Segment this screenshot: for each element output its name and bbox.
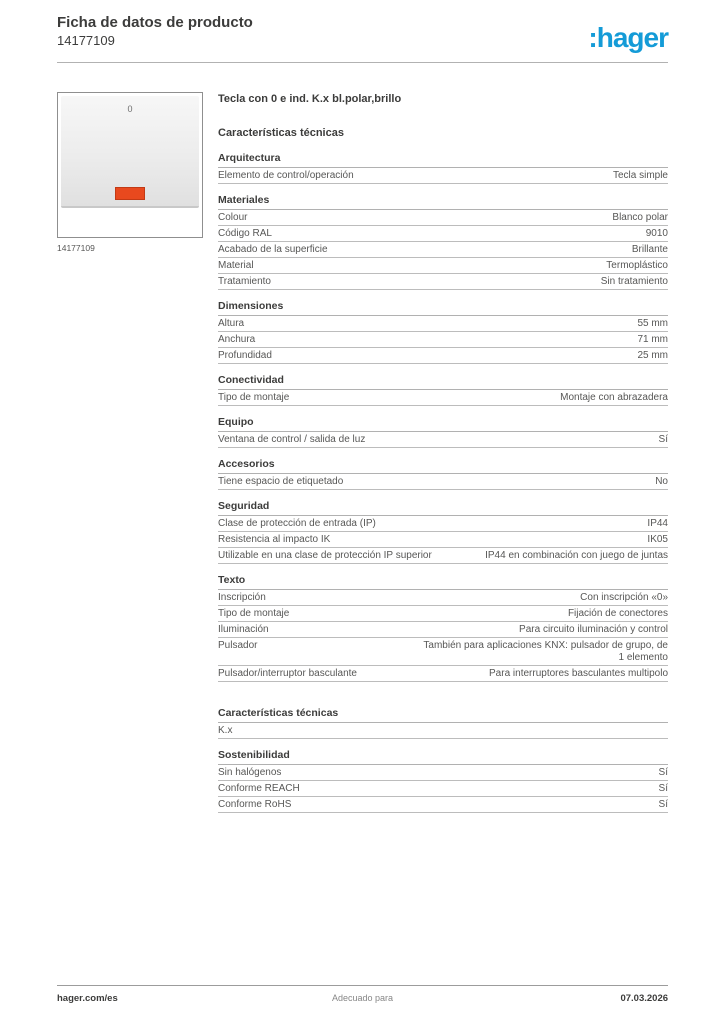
indicator-window [115,187,145,200]
spec-row [218,226,668,242]
spec-group [218,194,668,290]
spec-groups [218,152,668,813]
spec-group [218,707,668,739]
spec-label: Tipo de montaje [218,608,290,619]
spec-label: Anchura [218,334,256,345]
spec-value: 71 mm [637,334,668,345]
spec-label: Conforme REACH [218,783,300,794]
header [57,14,668,53]
spec-value: 9010 [645,228,668,239]
group-heading: Sostenibilidad [218,749,668,765]
spec-label: Profundidad [218,350,272,361]
group-heading: Equipo [218,416,668,432]
spec-row [218,432,668,448]
spec-label: Colour [218,212,248,223]
group-heading: Dimensiones [218,300,668,316]
spec-label: Pulsador/interruptor basculante [218,668,357,679]
spec-row [218,258,668,274]
group-heading: Materiales [218,194,668,210]
spec-row [218,638,668,666]
spec-value: Para interruptores basculantes multipolo [489,668,668,679]
spec-group [218,374,668,406]
footer-divider [57,985,668,986]
hager-logo: :hager [588,22,668,53]
spec-label: Altura [218,318,245,329]
spec-value: 55 mm [637,318,668,329]
spec-row [218,622,668,638]
spec-value: 25 mm [637,350,668,361]
spec-label: Tipo de montaje [218,392,290,403]
spec-column [218,92,668,813]
spec-label: Clase de protección de entrada (IP) [218,518,376,529]
spec-value: Sí [658,799,668,810]
switch-key-illustration [61,96,199,208]
footer-website: hager.com/es [57,993,118,1004]
group-heading: Arquitectura [218,152,668,168]
product-image [57,92,203,238]
spec-value: También para aplicaciones KNX: pulsador de grupo, de 1 elemento [423,640,668,663]
spec-value: Para circuito iluminación y control [519,624,668,635]
spec-row [218,390,668,406]
image-caption-ref: 14177109 [57,243,95,253]
spec-value: Fijación de conectores [567,608,668,619]
spec-row [218,590,668,606]
spec-label: Sin halógenos [218,767,282,778]
spec-group [218,500,668,564]
spec-label: Ventana de control / salida de luz [218,434,366,445]
spec-label: Elemento de control/operación [218,170,354,181]
spec-row [218,168,668,184]
spec-row [218,606,668,622]
spec-label: Resistencia al impacto IK [218,534,331,545]
spec-group [218,416,668,448]
spec-value: Blanco polar [612,212,668,223]
spec-row [218,797,668,813]
spec-value: Sí [658,767,668,778]
group-heading: Accesorios [218,458,668,474]
spec-value: Sí [658,783,668,794]
spec-row [218,516,668,532]
group-heading: Conectividad [218,374,668,390]
spec-value: No [655,476,668,487]
spec-row [218,666,668,682]
spec-value: IP44 [647,518,668,529]
group-heading: Seguridad [218,500,668,516]
spec-group [218,574,668,682]
spec-group [218,152,668,184]
header-divider [57,62,668,63]
product-figure [57,92,203,813]
spec-group [218,749,668,813]
spec-row [218,723,668,739]
group-heading: Características técnicas [218,707,668,723]
key-inscription: 0 [127,104,133,114]
spec-label: Material [218,260,254,271]
spec-value: Sin tratamiento [600,276,668,287]
spec-label: Tratamiento [218,276,271,287]
spec-label: Acabado de la superficie [218,244,328,255]
spec-value: Montaje con abrazadera [560,392,668,403]
spec-row [218,781,668,797]
spec-row [218,210,668,226]
spec-value: Sí [658,434,668,445]
product-number: 14177109 [57,33,115,48]
spec-row [218,532,668,548]
spec-row [218,348,668,364]
spec-label: Tiene espacio de etiquetado [218,476,344,487]
group-heading: Texto [218,574,668,590]
spec-label: Pulsador [218,640,258,651]
main-content [57,92,668,813]
spec-value: Termoplástico [606,260,668,271]
footer [57,993,668,1004]
spec-value: IP44 en combinación con juego de juntas [485,550,668,561]
spec-row [218,274,668,290]
spec-label: Código RAL [218,228,272,239]
page-title: Ficha de datos de producto [57,14,253,31]
footer-suitable-for: Adecuado para [331,993,394,1003]
spec-label: Utilizable en una clase de protección IP superior [218,550,432,561]
spec-row [218,332,668,348]
spec-label: Conforme RoHS [218,799,292,810]
spec-value: IK05 [647,534,668,545]
spec-label: Inscripción [218,592,266,603]
spec-label: Iluminación [218,624,269,635]
spec-row [218,316,668,332]
spec-row [218,242,668,258]
spec-row [218,548,668,564]
footer-date: 07.03.2026 [620,993,669,1004]
spec-group [218,300,668,364]
spec-value: Con inscripción «0» [580,592,668,603]
spec-label: K.x [218,725,233,736]
section-heading-caracteristicas: Características técnicas [218,127,344,139]
spec-row [218,765,668,781]
spec-row [218,474,668,490]
spec-group [218,458,668,490]
spec-value: Tecla simple [612,170,668,181]
spec-value: Brillante [631,244,668,255]
product-title: Tecla con 0 e ind. K.x bl.polar,brillo [218,93,402,105]
